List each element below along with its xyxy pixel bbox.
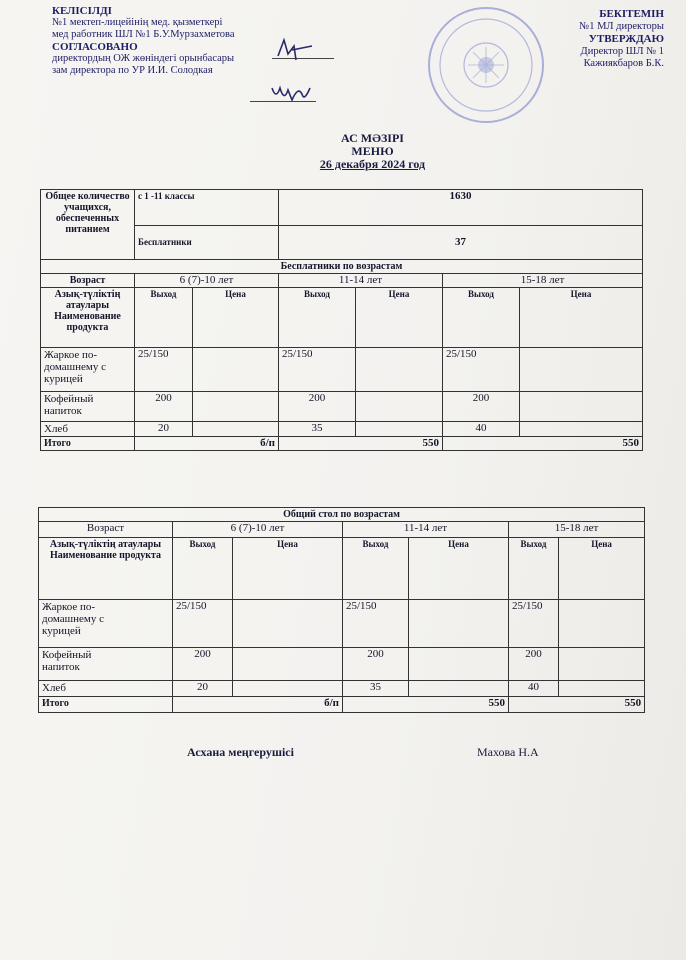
- row2-1-out-3: 25/150: [509, 600, 559, 648]
- director-line-3: Кажиякбаров Б.К.: [583, 58, 664, 69]
- header-left: [52, 5, 235, 77]
- row-1-out-3: 25/150: [443, 348, 520, 392]
- row-1-price-3: [520, 348, 643, 392]
- row2-2-price-3: [559, 648, 645, 681]
- row2-1-out-1: 25/150: [173, 600, 233, 648]
- official-stamp: [426, 5, 546, 125]
- row2-1-out-2: 25/150: [343, 600, 409, 648]
- row2-1-price-2: [409, 600, 509, 648]
- product-header: Азық-түліктің атаулары Наименование продукта: [41, 288, 135, 348]
- total-value-1: б/п: [135, 437, 279, 451]
- price-header-2-3: Цена: [559, 538, 645, 600]
- product-header-2: Азық-түліктің атаулары Наименование продукта: [39, 538, 173, 600]
- age-group-2: 11-14 лет: [279, 274, 443, 288]
- medic-line-2: мед работник ШЛ №1 Б.У.Мурзахметова: [52, 29, 235, 40]
- price-header-2-2: Цена: [409, 538, 509, 600]
- medic-line-1: №1 мектеп-лицейінің мед. қызметкері: [52, 17, 223, 28]
- row2-2-name: Кофейный напиток: [39, 648, 173, 681]
- row-3-price-1: [193, 422, 279, 437]
- row-3-out-2: 35: [279, 422, 356, 437]
- row2-2-out-1: 200: [173, 648, 233, 681]
- price-header-1: Цена: [193, 288, 279, 348]
- out-header-2: Выход: [279, 288, 356, 348]
- row-2-price-2: [356, 392, 443, 422]
- age-group-2-3: 15-18 лет: [509, 522, 645, 538]
- row2-2-out-3: 200: [509, 648, 559, 681]
- row2-3-price-3: [559, 681, 645, 697]
- free-section-title: Бесплатники по возрастам: [41, 260, 643, 274]
- out-header-2-2: Выход: [343, 538, 409, 600]
- classes-label: с 1 -11 классы: [135, 190, 279, 226]
- row2-3-price-2: [409, 681, 509, 697]
- total-row-label: Итого: [41, 437, 135, 451]
- director-line-1: №1 МЛ директоры: [579, 20, 664, 32]
- row-2-out-1: 200: [135, 392, 193, 422]
- row-1-out-1: 25/150: [135, 348, 193, 392]
- row2-1-price-3: [559, 600, 645, 648]
- row-2-price-1: [193, 392, 279, 422]
- out-header-2-1: Выход: [173, 538, 233, 600]
- age-group-3: 15-18 лет: [443, 274, 643, 288]
- signature-deputy: [268, 80, 318, 106]
- out-header-1: Выход: [135, 288, 193, 348]
- age-group-2-1: 6 (7)-10 лет: [173, 522, 343, 538]
- row2-2-out-2: 200: [343, 648, 409, 681]
- row-3-price-2: [356, 422, 443, 437]
- general-table: [38, 507, 645, 713]
- price-header-3: Цена: [520, 288, 643, 348]
- director-line-2: Директор ШЛ № 1: [580, 45, 664, 57]
- row-3-out-1: 20: [135, 422, 193, 437]
- row-1-price-2: [356, 348, 443, 392]
- row-2-out-2: 200: [279, 392, 356, 422]
- row2-3-out-2: 35: [343, 681, 409, 697]
- header-right: [579, 8, 664, 71]
- footer-name: Махова Н.А: [477, 745, 539, 759]
- price-header-2-1: Цена: [233, 538, 343, 600]
- total-value-2-1: б/п: [173, 697, 343, 713]
- row2-3-name: Хлеб: [39, 681, 173, 697]
- approve-kz: БЕКІТЕМІН: [599, 8, 664, 20]
- row-3-price-3: [520, 422, 643, 437]
- title-ru: МЕНЮ: [351, 144, 394, 158]
- footer-role: Асхана меңгерушісі: [187, 745, 294, 759]
- total-value-3: 550: [443, 437, 643, 451]
- row-3-name: Хлеб: [41, 422, 135, 437]
- menu-date: 26 декабря 2024 год: [319, 157, 426, 171]
- out-header-3: Выход: [443, 288, 520, 348]
- signature-medic: [272, 34, 318, 64]
- row2-3-out-3: 40: [509, 681, 559, 697]
- row-2-name: Кофейный напиток: [41, 392, 135, 422]
- age-group-2-2: 11-14 лет: [343, 522, 509, 538]
- row-1-out-2: 25/150: [279, 348, 356, 392]
- free-label: Бесплатники: [135, 226, 279, 260]
- row-2-out-3: 200: [443, 392, 520, 422]
- total-value-2: 550: [279, 437, 443, 451]
- total-value-2-2: 550: [343, 697, 509, 713]
- general-section-title: Общий стол по возрастам: [39, 508, 645, 522]
- row2-2-price-1: [233, 648, 343, 681]
- row-2-price-3: [520, 392, 643, 422]
- deputy-line-2: зам директора по УР И.И. Солодкая: [52, 65, 213, 76]
- row2-2-price-2: [409, 648, 509, 681]
- age-label: Возраст: [41, 274, 135, 288]
- age-group-1: 6 (7)-10 лет: [135, 274, 279, 288]
- row-1-price-1: [193, 348, 279, 392]
- menu-title-block: [0, 132, 686, 171]
- total-students-label: Общее количество учащихся, обеспеченных питанием: [41, 190, 135, 260]
- agreed-kz: КЕЛІСІЛДІ: [52, 5, 112, 17]
- price-header-2: Цена: [356, 288, 443, 348]
- row2-3-out-1: 20: [173, 681, 233, 697]
- row-1-name: Жаркое по-домашнему с курицей: [41, 348, 135, 392]
- total-value-2-3: 550: [509, 697, 645, 713]
- row2-3-price-1: [233, 681, 343, 697]
- total-row-label-2: Итого: [39, 697, 173, 713]
- approve-ru: УТВЕРЖДАЮ: [588, 33, 664, 45]
- row-3-out-3: 40: [443, 422, 520, 437]
- out-header-2-3: Выход: [509, 538, 559, 600]
- row2-1-price-1: [233, 600, 343, 648]
- free-value: 37: [279, 226, 643, 260]
- row2-1-name: Жаркое по-домашнему с курицей: [39, 600, 173, 648]
- free-meals-table: [40, 189, 643, 451]
- agreed-ru: СОГЛАСОВАНО: [52, 41, 138, 53]
- classes-value: 1630: [279, 190, 643, 226]
- title-kz: АС МӘЗІРІ: [341, 131, 404, 145]
- age-label-2: Возраст: [39, 522, 173, 538]
- deputy-line-1: директордың ОЖ жөніндегі орынбасары: [52, 53, 235, 64]
